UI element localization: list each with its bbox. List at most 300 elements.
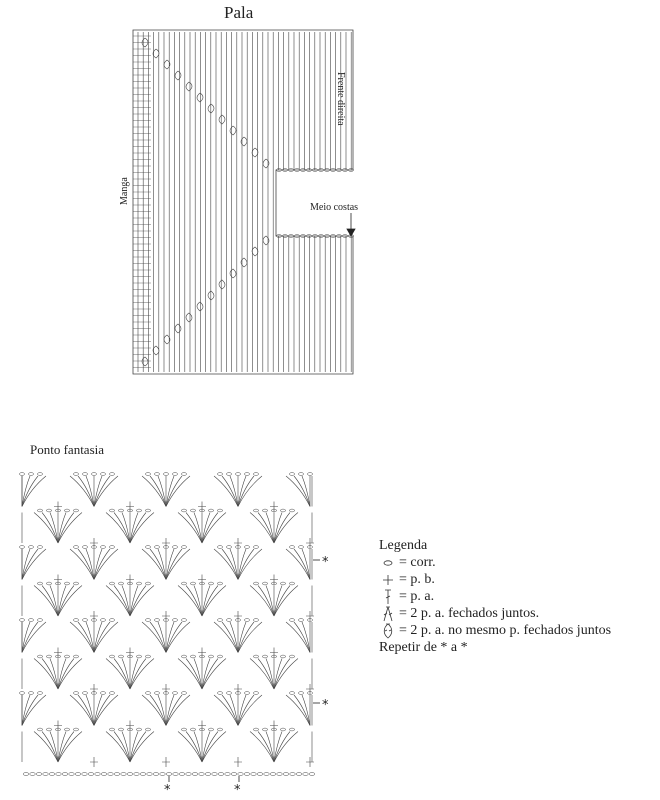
chain-stitch <box>244 546 249 549</box>
fan-stitch <box>70 549 94 580</box>
chain-stitch <box>109 509 114 512</box>
chain-stitch <box>226 473 231 476</box>
fan-stitch <box>130 513 154 544</box>
chain-stitch <box>298 473 303 476</box>
chain-stitch <box>289 728 294 731</box>
fan-stitch <box>86 695 94 726</box>
fan-stitch <box>158 549 166 580</box>
shaping-fan <box>219 115 225 124</box>
center-back-arrow <box>347 213 355 236</box>
fan-stitch <box>274 659 298 690</box>
chain-stitch <box>154 692 159 695</box>
chain-stitch <box>136 509 141 512</box>
fan-stitch <box>166 549 190 580</box>
fan-stitch <box>58 659 66 690</box>
chain-stitch <box>181 728 186 731</box>
chain-stitch <box>43 773 49 776</box>
fan-stitch <box>34 513 58 544</box>
fan-stitch <box>22 549 30 580</box>
shaping-fan <box>219 280 225 289</box>
single-crochet <box>198 648 206 658</box>
fan-stitch <box>22 549 46 580</box>
chain-stitch <box>172 619 177 622</box>
chain-stitch <box>181 692 186 695</box>
chain-stitch <box>46 582 51 585</box>
fan-stitch <box>286 476 310 507</box>
chain-stitch <box>109 619 114 622</box>
chain-stitch <box>73 473 78 476</box>
fan-stitch <box>142 549 166 580</box>
fan-stitch <box>58 732 66 763</box>
fan-stitch <box>178 732 202 763</box>
chain-stitch <box>73 509 78 512</box>
chain-stitch <box>298 546 303 549</box>
shaping-fan <box>197 302 203 311</box>
fan-stitch <box>194 659 202 690</box>
chain-stitch <box>75 773 81 776</box>
chain-stitch <box>82 773 88 776</box>
chain-stitch <box>166 773 172 776</box>
single-crochet-icon <box>381 571 395 588</box>
chain-stitch <box>253 728 258 731</box>
chain-stitch <box>73 655 78 658</box>
fan-stitch <box>250 732 274 763</box>
chain-stitch <box>37 509 42 512</box>
chain-stitch <box>205 773 211 776</box>
fan-stitch <box>202 659 226 690</box>
chain-stitch <box>46 728 51 731</box>
fan-stitch <box>142 695 166 726</box>
single-crochet <box>306 757 314 767</box>
chain-stitch <box>181 473 186 476</box>
single-crochet <box>198 721 206 731</box>
chain-stitch <box>109 728 114 731</box>
chain-stitch <box>136 582 141 585</box>
fan-stitch <box>274 732 298 763</box>
chain-stitch <box>109 582 114 585</box>
chain-stitch <box>109 546 114 549</box>
chain-stitch <box>109 655 114 658</box>
chain-stitch <box>181 655 186 658</box>
chain-stitch <box>280 582 285 585</box>
fan-stitch <box>274 513 282 544</box>
fan-stitch <box>158 476 166 507</box>
fan-stitch <box>130 732 154 763</box>
single-crochet <box>126 575 134 585</box>
chain-stitch <box>19 619 24 622</box>
fan-stitch <box>22 695 30 726</box>
shaping-fan <box>252 247 258 256</box>
chain-stitch <box>280 728 285 731</box>
fan-stitch <box>70 695 94 726</box>
fan-stitch <box>22 622 30 653</box>
single-crochet <box>126 648 134 658</box>
chain-stitch <box>160 773 166 776</box>
single-crochet <box>270 721 278 731</box>
fan-stitch <box>214 695 238 726</box>
chain-stitch <box>309 773 315 776</box>
chain-stitch <box>82 619 87 622</box>
fan-stitch <box>166 622 174 653</box>
chain-stitch <box>100 692 105 695</box>
chain-stitch <box>238 773 244 776</box>
chain-stitch <box>62 773 68 776</box>
chain-stitch <box>153 773 159 776</box>
chain-stitch <box>37 619 42 622</box>
fan-stitch <box>302 476 310 507</box>
chain-stitch <box>64 728 69 731</box>
fan-stitch <box>130 659 138 690</box>
chain-stitch <box>121 773 127 776</box>
chain-stitch <box>37 582 42 585</box>
chain-stitch <box>172 546 177 549</box>
chain-stitch <box>172 473 177 476</box>
chain-stitch <box>262 728 267 731</box>
chain-stitch <box>145 546 150 549</box>
fan-stitch <box>58 586 82 617</box>
chain-stitch <box>19 692 24 695</box>
front-right-label: Frente direita <box>335 72 346 126</box>
fan-stitch <box>158 622 166 653</box>
chain-stitch <box>289 655 294 658</box>
single-crochet <box>198 575 206 585</box>
chain-stitch <box>217 546 222 549</box>
legend-label: = p. b. <box>399 572 435 587</box>
fan-stitch <box>286 695 310 726</box>
fan-stitch <box>266 732 274 763</box>
legend-label: = 2 p. a. fechados juntos. <box>399 606 540 621</box>
single-crochet <box>306 611 314 621</box>
chain-stitch <box>82 692 87 695</box>
fan-stitch <box>50 586 58 617</box>
chain-stitch <box>218 773 224 776</box>
fan-stitch <box>94 622 102 653</box>
fan-stitch <box>250 586 274 617</box>
fan-stitch <box>214 622 238 653</box>
fan-stitch <box>302 622 310 653</box>
fan-stitch <box>274 586 282 617</box>
chain-stitch <box>154 473 159 476</box>
chain-stitch <box>73 692 78 695</box>
fan-stitch <box>238 476 262 507</box>
chain-stitch <box>37 692 42 695</box>
fan-stitch <box>86 476 94 507</box>
single-crochet <box>162 611 170 621</box>
chain-stitch <box>217 692 222 695</box>
chain-stitch <box>192 773 198 776</box>
fan-stitch <box>266 586 274 617</box>
fan-stitch <box>94 549 102 580</box>
fan-stitch <box>94 549 118 580</box>
legend-item-dc2tog <box>379 605 611 622</box>
repeat-markers <box>164 555 329 798</box>
fan-stitch <box>202 659 210 690</box>
fan-stitch <box>166 549 174 580</box>
chain-stitch <box>280 655 285 658</box>
legend-label: = 2 p. a. no mesmo p. fechados juntos <box>399 623 612 638</box>
fan-stitch <box>122 513 130 544</box>
single-crochet <box>270 502 278 512</box>
chain-stitch <box>289 546 294 549</box>
single-crochet <box>198 502 206 512</box>
fan-stitch <box>130 586 154 617</box>
legend-title: Legenda <box>379 538 428 553</box>
fan-stitch <box>266 513 274 544</box>
fan-stitch <box>86 622 94 653</box>
chain-stitch <box>172 692 177 695</box>
fan-stitch <box>94 695 102 726</box>
shaping-fan <box>186 313 192 322</box>
chain-stitch <box>100 546 105 549</box>
chain-stitch <box>154 619 159 622</box>
chain-stitch <box>28 473 33 476</box>
chain-stitch <box>231 773 237 776</box>
chain-stitch <box>56 773 62 776</box>
chain-stitch <box>244 692 249 695</box>
fan-stitch <box>166 476 190 507</box>
dc2-same-stitch-icon <box>381 622 395 639</box>
fan-stitch <box>58 586 66 617</box>
chain-stitch <box>290 773 296 776</box>
fan-stitch <box>130 732 138 763</box>
fan-stitch <box>122 586 130 617</box>
fan-stitch <box>106 513 130 544</box>
fan-stitch <box>202 513 210 544</box>
chain-stitch <box>244 619 249 622</box>
chain-stitch <box>289 582 294 585</box>
fan-stitch <box>238 695 262 726</box>
chain-stitch <box>226 619 231 622</box>
legend-item-dc2-same-stitch <box>379 622 611 639</box>
chain-stitch <box>109 692 114 695</box>
chain-stitch <box>235 473 240 476</box>
chain-stitch <box>136 655 141 658</box>
legend-label: = p. a. <box>399 589 435 604</box>
chain-stitch <box>145 582 150 585</box>
fan-stitch <box>238 549 246 580</box>
chain-stitch <box>303 773 309 776</box>
chain-stitch <box>100 619 105 622</box>
single-crochet <box>306 684 314 694</box>
fan-stitch <box>122 732 130 763</box>
fan-stitch <box>274 732 282 763</box>
fan-stitch <box>238 622 246 653</box>
chain-stitch <box>101 773 107 776</box>
fan-stitch <box>130 659 154 690</box>
fan-stitch <box>238 549 262 580</box>
chain-stitch <box>28 692 33 695</box>
fan-stitch <box>302 549 310 580</box>
chain-stitch <box>181 509 186 512</box>
chain-stitch <box>226 546 231 549</box>
chain-stitch <box>109 473 114 476</box>
shaping-fan <box>197 93 203 102</box>
fan-stitch <box>22 695 46 726</box>
fan-stitch <box>142 476 166 507</box>
fan-stitch <box>230 695 238 726</box>
fan-stitch <box>214 549 238 580</box>
chain-stitch <box>190 728 195 731</box>
single-crochet <box>234 538 242 548</box>
chain-stitch <box>217 728 222 731</box>
chain-stitch <box>289 619 294 622</box>
legend-item-single-crochet <box>379 571 611 588</box>
chain-stitch <box>253 473 258 476</box>
chain-stitch <box>37 473 42 476</box>
single-crochet <box>54 575 62 585</box>
single-crochet <box>162 538 170 548</box>
sleeve-label: Manga <box>119 177 130 205</box>
fan-stitch <box>194 732 202 763</box>
chain-stitch <box>28 546 33 549</box>
chain-stitch <box>49 773 55 776</box>
single-crochet <box>234 684 242 694</box>
chain-stitch <box>28 619 33 622</box>
chain-stitch <box>296 773 302 776</box>
chain-stitch <box>253 582 258 585</box>
fan-stitch <box>274 513 298 544</box>
fan-stitch <box>50 732 58 763</box>
chain-stitch <box>253 546 258 549</box>
fan-stitch <box>202 586 226 617</box>
chain-stitch <box>181 619 186 622</box>
chain-stitch <box>118 509 123 512</box>
chain-stitch <box>140 773 146 776</box>
fan-stitch <box>250 513 274 544</box>
chain-stitch <box>262 582 267 585</box>
chain-stitch <box>95 773 101 776</box>
repeat-star-right-bottom: * <box>322 698 329 713</box>
legend-item-chain <box>379 554 611 571</box>
legend-repeat-note: Repetir de * a * <box>379 640 468 655</box>
single-crochet <box>126 502 134 512</box>
fan-stitch <box>274 586 298 617</box>
single-crochet <box>270 648 278 658</box>
yoke-title: Pala <box>224 3 254 22</box>
chain-stitch <box>179 773 185 776</box>
chain-stitch <box>145 619 150 622</box>
shaping-fan <box>175 324 181 333</box>
repeat-star-bottom-right: * <box>234 783 241 798</box>
single-crochet <box>54 502 62 512</box>
chain-stitch <box>37 728 42 731</box>
chain-stitch <box>208 728 213 731</box>
repeat-star-right-top: * <box>322 555 329 570</box>
chain-stitch <box>82 546 87 549</box>
fan-stitch <box>106 659 130 690</box>
chain-stitch <box>64 582 69 585</box>
chain-stitch <box>134 773 140 776</box>
fan-stitch <box>178 659 202 690</box>
fan-stitch <box>214 476 238 507</box>
chain-stitch <box>277 773 283 776</box>
chain-stitch <box>91 473 96 476</box>
chain-stitch <box>190 582 195 585</box>
fan-stitch <box>58 513 66 544</box>
chain-stitch <box>262 655 267 658</box>
fan-stitch <box>202 732 226 763</box>
single-crochet <box>234 611 242 621</box>
chain-stitch <box>118 655 123 658</box>
single-crochet <box>90 757 98 767</box>
chain-stitch <box>280 509 285 512</box>
legend <box>379 537 611 656</box>
chain-stitch <box>73 582 78 585</box>
chain-stitch-icon <box>381 554 395 571</box>
fan-stitch <box>202 732 210 763</box>
stitch-pattern-title: Ponto fantasia <box>30 442 105 457</box>
fan-stitch <box>106 586 130 617</box>
single-crochet <box>270 575 278 585</box>
chain-stitch <box>69 773 75 776</box>
single-crochet <box>126 721 134 731</box>
fan-stitch <box>166 622 190 653</box>
chain-stitch <box>145 728 150 731</box>
chain-stitch <box>147 773 153 776</box>
dc2tog-icon <box>381 605 395 622</box>
fan-stitch <box>166 476 174 507</box>
chain-stitch <box>217 619 222 622</box>
chain-stitch <box>289 509 294 512</box>
fan-stitch <box>302 695 310 726</box>
fan-stitch <box>130 586 138 617</box>
chain-stitch <box>46 509 51 512</box>
chain-stitch <box>283 773 289 776</box>
chain-stitch <box>289 692 294 695</box>
shaping-fan <box>230 269 236 278</box>
legend-item-double-crochet <box>379 588 611 605</box>
chain-stitch <box>64 655 69 658</box>
fan-stitch <box>22 476 30 507</box>
shaping-fan <box>252 148 258 157</box>
chain-stitch <box>23 773 29 776</box>
repeat-star-bottom-left: * <box>164 783 171 798</box>
fan-stitch <box>34 586 58 617</box>
fan-stitch <box>22 476 46 507</box>
chain-stitch <box>289 473 294 476</box>
chain-stitch <box>19 546 24 549</box>
chain-stitch <box>154 546 159 549</box>
chain-stitch <box>262 509 267 512</box>
chain-stitch <box>270 773 276 776</box>
chain-stitch <box>298 692 303 695</box>
fan-stitch <box>178 586 202 617</box>
fan-stitch <box>94 695 118 726</box>
fan-stitch <box>58 732 82 763</box>
fan-stitch <box>22 622 46 653</box>
fan-stitch <box>142 622 166 653</box>
chain-stitch <box>145 655 150 658</box>
fan-stitch <box>50 659 58 690</box>
chain-stitch <box>36 773 42 776</box>
fan-stitch <box>94 622 118 653</box>
single-crochet <box>90 538 98 548</box>
fan-stitch <box>202 586 210 617</box>
chain-stitch <box>118 728 123 731</box>
chain-stitch <box>217 582 222 585</box>
fan-stitch <box>194 513 202 544</box>
fan-stitch <box>230 476 238 507</box>
legend-label: = corr. <box>399 555 436 570</box>
chain-stitch <box>212 773 218 776</box>
fan-stitch <box>266 659 274 690</box>
chain-stitch <box>208 582 213 585</box>
fan-stitch <box>34 732 58 763</box>
chain-stitch <box>186 773 192 776</box>
chain-stitch <box>217 473 222 476</box>
chain-stitch <box>30 773 36 776</box>
fan-stitch <box>58 513 82 544</box>
